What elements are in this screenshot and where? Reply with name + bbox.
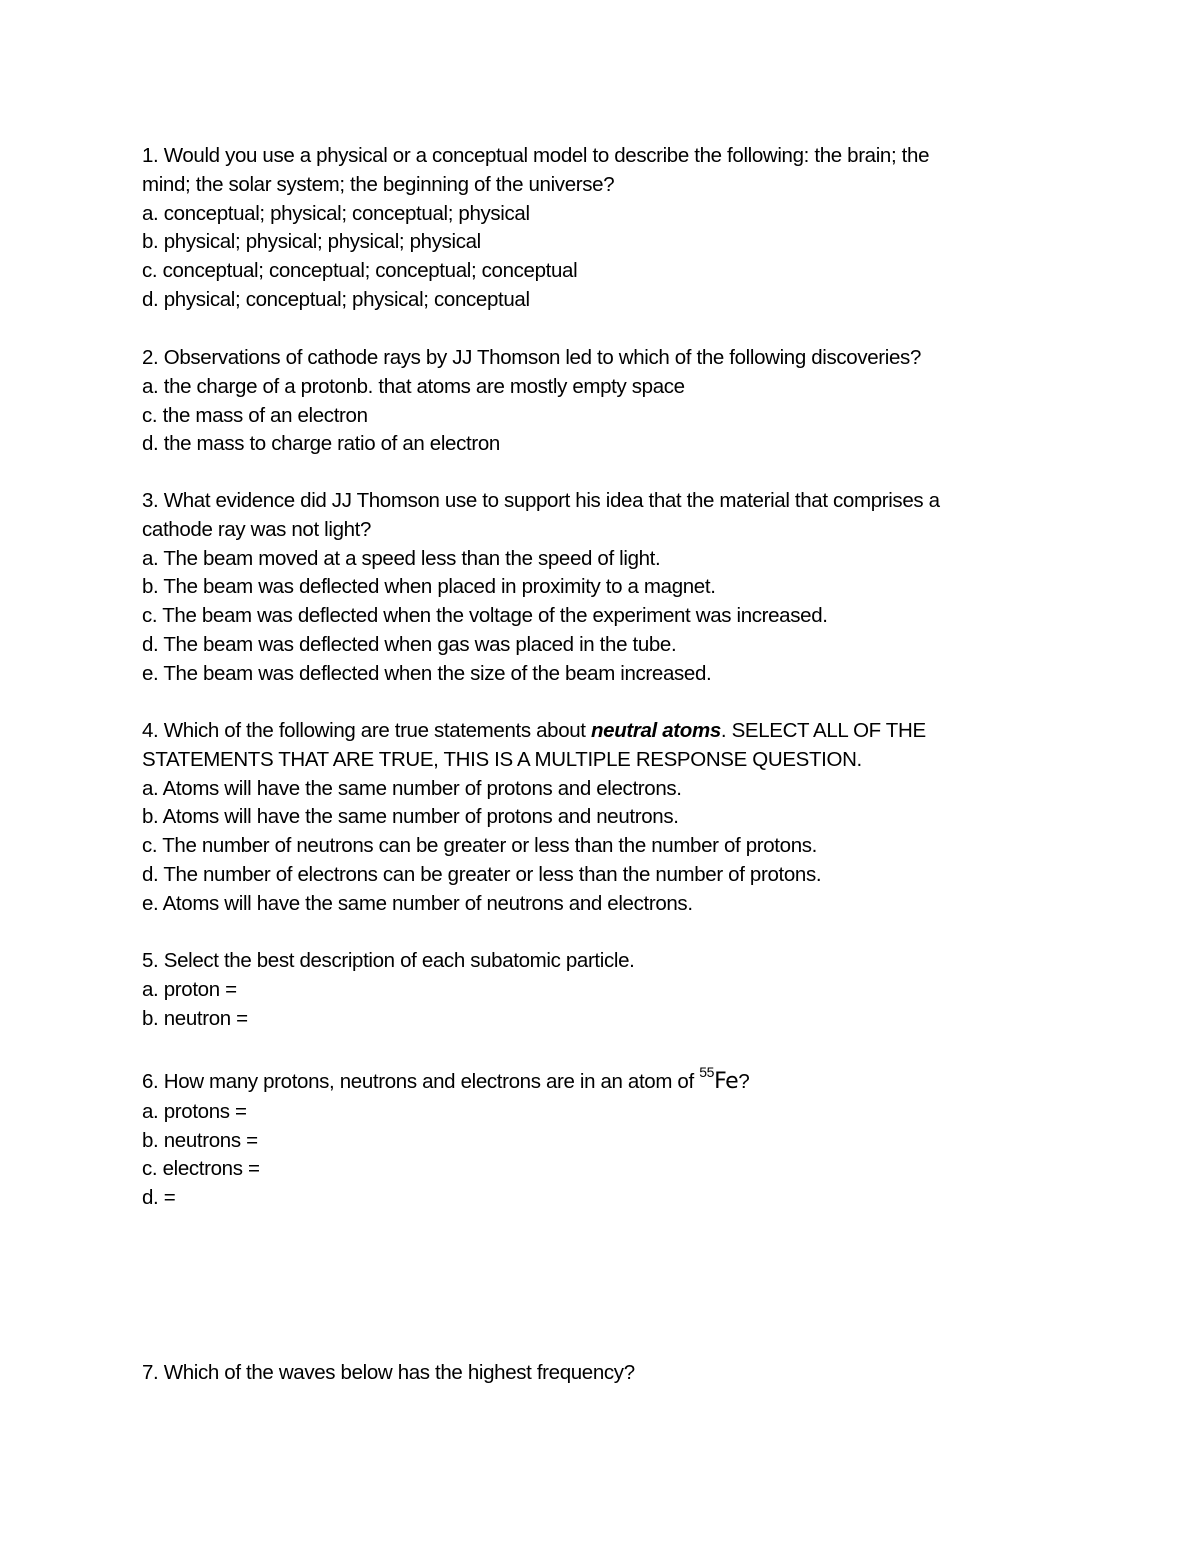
question-2-option-d: d. the mass to charge ratio of an electron bbox=[142, 432, 500, 456]
question-3-text-line-2: cathode ray was not light? bbox=[142, 517, 372, 541]
element-symbol: Fe bbox=[714, 1069, 739, 1094]
question-4-option-e: e. Atoms will have the same number of neutrons and electrons. bbox=[142, 891, 693, 915]
question-1-option-b: b. physical; physical; physical; physical bbox=[142, 230, 481, 254]
question-1-option-a: a. conceptual; physical; conceptual; physical bbox=[142, 201, 530, 225]
question-3-option-c: c. The beam was deflected when the voltage of the experiment was increased. bbox=[142, 604, 828, 628]
question-5 bbox=[142, 947, 1042, 1033]
question-4 bbox=[142, 717, 1042, 919]
question-4-text-line-2: STATEMENTS THAT ARE TRUE, THIS IS A MULTIPLE RESPONSE QUESTION. bbox=[142, 747, 862, 771]
question-3-option-e: e. The beam was deflected when the size of the beam increased. bbox=[142, 661, 712, 685]
question-4-emphasis: neutral atoms bbox=[591, 719, 721, 742]
question-1-text-line-2: mind; the solar system; the beginning of the universe? bbox=[142, 172, 615, 196]
question-4-option-d: d. The number of electrons can be greater or less than the number of protons. bbox=[142, 862, 822, 886]
question-6-option-d: d. = bbox=[142, 1186, 176, 1210]
question-1-text-line-1: 1. Would you use a physical or a conceptual model to describe the following: the brain; the bbox=[142, 144, 930, 167]
question-1-option-d: d. physical; conceptual; physical; conceptual bbox=[142, 287, 530, 311]
question-7-text: 7. Which of the waves below has the highest frequency? bbox=[142, 1361, 635, 1384]
question-2 bbox=[142, 344, 1042, 459]
question-3-option-d: d. The beam was deflected when gas was placed in the tube. bbox=[142, 632, 677, 656]
question-3-option-b: b. The beam was deflected when placed in proximity to a magnet. bbox=[142, 575, 716, 599]
question-4-prefix: 4. Which of the following are true statements about bbox=[142, 719, 591, 742]
question-2-option-c: c. the mass of an electron bbox=[142, 403, 368, 427]
question-3-text-line-1: 3. What evidence did JJ Thomson use to support his idea that the material that comprises a bbox=[142, 489, 940, 512]
question-6-text bbox=[142, 1064, 1042, 1098]
question-7 bbox=[142, 1359, 1042, 1388]
question-4-text-line-1 bbox=[142, 717, 1042, 746]
question-2-text: 2. Observations of cathode rays by JJ Thomson led to which of the following discoveries? bbox=[142, 346, 921, 369]
question-6-prefix: 6. How many protons, neutrons and electrons are in an atom of bbox=[142, 1070, 700, 1093]
question-5-option-b: b. neutron = bbox=[142, 1006, 248, 1030]
question-6-option-a: a. protons = bbox=[142, 1099, 247, 1123]
question-6 bbox=[142, 1064, 1042, 1213]
question-6-suffix: ? bbox=[738, 1070, 750, 1093]
question-1 bbox=[142, 142, 1042, 315]
question-4-option-a: a. Atoms will have the same number of protons and electrons. bbox=[142, 776, 682, 800]
question-3-option-a: a. The beam moved at a speed less than the speed of light. bbox=[142, 546, 661, 570]
question-6-option-c: c. electrons = bbox=[142, 1157, 260, 1181]
question-5-option-a: a. proton = bbox=[142, 977, 237, 1001]
isotope-mass-number: 55 bbox=[699, 1064, 715, 1080]
question-6-option-b: b. neutrons = bbox=[142, 1128, 258, 1152]
question-4-option-c: c. The number of neutrons can be greater or less than the number of protons. bbox=[142, 834, 817, 858]
question-3 bbox=[142, 487, 1042, 689]
question-1-option-c: c. conceptual; conceptual; conceptual; conceptual bbox=[142, 259, 578, 283]
question-2-option-a: a. the charge of a protonb. that atoms are mostly empty space bbox=[142, 374, 685, 398]
question-4-suffix: . SELECT ALL OF THE bbox=[720, 719, 926, 742]
question-5-text: 5. Select the best description of each subatomic particle. bbox=[142, 949, 635, 972]
question-4-option-b: b. Atoms will have the same number of protons and neutrons. bbox=[142, 805, 679, 829]
